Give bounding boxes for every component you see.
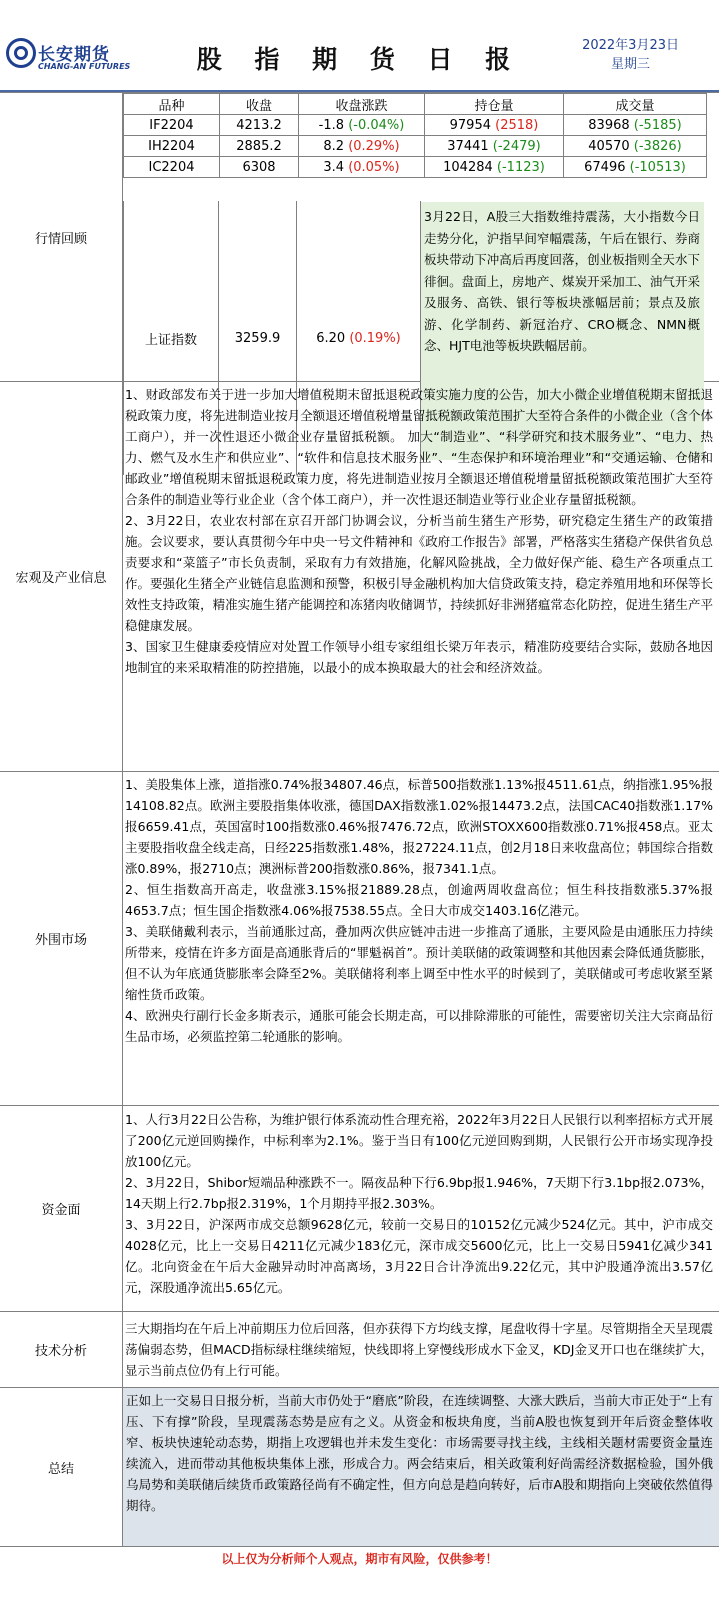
section-label-global: 外围市场 <box>0 772 123 1105</box>
section-label-market: 行情回顾 <box>0 93 123 381</box>
market-review-section <box>0 92 719 382</box>
disclaimer: 以上仅为分析师个人观点，期市有风险，仅供参考！ <box>221 1552 498 1566</box>
summary-text: 正如上一交易日日报分析，当前大市仍处于“磨底”阶段，在连续调整、大涨大跌后，当前大市正处于“上有压、下有撑”阶段，呈现震荡态势是应有之义。从资金和板块角度，当前A股也恢复到开年后资金整体收窄、板块快速轮动态势，期指上攻逻辑也并未发生变化：市场需要寻找主线，主线相关题材需要资金量连续流入，进而带动其他板块集体上涨，形成合力。两会结束后，相关政策利好尚需经济数据检验，国外俄乌局势和美联储后续货币政策路径尚有不确定性，但方向总是趋向转好，后市A股和期指向上突破依然值得期待。 <box>123 1388 719 1546</box>
open-interest: 37441 (-2479) <box>425 136 564 157</box>
volume: 67496 (-10513) <box>564 157 707 178</box>
table-row <box>124 136 707 157</box>
close-price: 2885.2 <box>220 136 299 157</box>
close-change: 3.4 (0.05%) <box>299 157 425 178</box>
contract-code: IF2204 <box>124 115 220 136</box>
open-interest: 97954 (2518) <box>425 115 564 136</box>
global-markets-text: 1、美股集体上涨，道指涨0.74%报34807.46点，标普500指数涨1.13%报4511.61点，纳指涨1.95%报14108.82点。欧洲主要股指集体收涨，德国DAX指数涨1.02%报14473.2点，法国CAC40指数涨1.17%报6659.41点，英国富时100指数涨0.46%报7476.72点，欧洲STOXX600指数涨0.71%报458点。亚太主要股指收盘全线走高，日经225指数涨1.48%，报27224.11点，创2月18日来收盘高位；韩国综合指数涨0.89%，报2710点；澳洲标普200指数涨0.86%，报7341.1点。 2、恒生指数高开高走，收盘涨3.15%报21889.28点，创逾两周收盘高位；恒生科技指数涨5.37%报4653.7点；恒生国企指数涨4.06%报7538.55点。全日大市成交1403.16亿港元。 3、美联储戴利表示，当前通胀过高，叠加两次供应链冲击进一步推高了通胀，主要风险是由通胀压力持续所带来，疫情在许多方面是高通胀背后的“罪魁祸首”。预计美联储的政策调整和其他因素会降低通货膨胀，但不认为年底通货膨胀率会降至2%。美联储将利率上调至中性水平的时候到了，美联储或可考虑收紧至紧缩性货币政策。 4、欧洲央行副行长金多斯表示，通胀可能会长期走高，可以排除滞胀的可能性，需要密切关注大宗商品衍生品市场，必须监控第二轮通胀的影响。 <box>125 777 713 1044</box>
section-label-summary: 总结 <box>0 1388 123 1546</box>
open-interest: 104284 (-1123) <box>425 157 564 178</box>
col-header: 收盘涨跌 <box>299 94 425 115</box>
funds-section <box>0 1106 719 1312</box>
close-change: 8.2 (0.29%) <box>299 136 425 157</box>
close-price: 4213.2 <box>220 115 299 136</box>
market-summary-text: 3月22日，A股三大指数维持震荡，大小指数今日走势分化，沪指早间窄幅震荡，午后在银行、券商板块带动下冲高后再度回落，创业板指则全天水下徘徊。盘面上，房地产、煤炭开采加工、油气开采及服务、高铁、银行等板块涨幅居前；景点及旅游、化学制药、新冠治疗、CRO概念、NMN概念、HJT电池等板块跌幅居前。 <box>421 202 704 460</box>
section-label-tech: 技术分析 <box>0 1312 123 1387</box>
global-markets-section <box>0 772 719 1106</box>
brand-name-en: CHANG-AN FUTURES <box>38 62 131 71</box>
technical-text: 三大期指均在午后上冲前期压力位后回落，但亦获得下方均线支撑，尾盘收得十字星。尽管期指全天呈现震荡偏弱态势，但MACD指标绿柱继续缩短，快线即将上穿慢线形成水下金叉，KDJ金叉开口也在继续扩大，显示当前点位仍有上行可能。 <box>125 1321 713 1378</box>
volume: 40570 (-3826) <box>564 136 707 157</box>
table-row <box>124 115 707 136</box>
contract-code: IH2204 <box>124 136 220 157</box>
date-text: 2022年3月23日 <box>582 38 679 53</box>
sh-index-change: 6.20 (0.19%) <box>297 201 421 475</box>
report-date <box>582 36 679 74</box>
close-price: 6308 <box>220 157 299 178</box>
funds-text: 1、人行3月22日公告称，为维护银行体系流动性合理充裕，2022年3月22日人民银行以利率招标方式开展了200亿元逆回购操作，中标利率为2.1%。鉴于当日有100亿元逆回购到期，人民银行公开市场实现净投放100亿元。 2、3月22日，Shibor短端品种涨跌不一。隔夜品种下行6.9bp报1.946%，7天期下行3.1bp报2.073%，14天期上行2.7bp报2.319%，1个月期持平报2.303%。 3、3月22日，沪深两市成交总额9628亿元，较前一交易日的10152亿元减少524亿元。其中，沪市成交4028亿元，比上一交易日4211亿元减少183亿元，深市成交5600亿元，比上一交易日5941亿减少341亿。北向资金在午后大金融异动时冲高离场，3月22日合计净流出9.22亿元，其中沪股通净流出3.57亿元，深股通净流出5.65亿元。 <box>125 1112 713 1295</box>
quotes-table <box>123 93 707 178</box>
col-header: 品种 <box>124 94 220 115</box>
section-label-funds: 资金面 <box>0 1106 123 1311</box>
summary-section <box>0 1388 719 1547</box>
col-header: 收盘 <box>220 94 299 115</box>
quotes-header-row <box>124 94 707 115</box>
weekday-text: 星期三 <box>611 57 651 72</box>
volume: 83968 (-5185) <box>564 115 707 136</box>
macro-text: 1、财政部发布关于进一步加大增值税期末留抵退税政策实施力度的公告，加大小微企业增值税期末留抵退税政策力度，将先进制造业按月全额退还增值税增量留抵税额政策范围扩大至符合条件的小微企业（含个体工商户），并一次性退还小微企业存量留抵税额。 加大“制造业”、“科学研究和技术服务业”、“电力、热力、燃气及水生产和供应业”、“软件和信息技术服务业”、“生态保护和环境治理业”和“交通运输、仓储和邮政业”增值税期末留抵退税政策力度，将先进制造业按月全额退还增值税增量留抵税额政策范围扩大至符合条件的制造业等行业企业（含个体工商户），并一次性退还制造业等行业企业存量留抵税额。 2、3月22日，农业农村部在京召开部门协调会议，分析当前生猪生产形势，研究稳定生猪生产的政策措施。会议要求，要认真贯彻今年中央一号文件精神和《政府工作报告》部署，严格落实生猪稳产保供省负总责要求和“菜篮子”市长负责制，采取有力有效措施，化解风险挑战，全力做好保产能、稳生产各项重点工作。要强化生猪全产业链信息监测和预警，积极引导金融机构加大信贷政策支持，稳定养殖用地和环保等长效性支持政策，精准实施生猪产能调控和冻猪肉收储调节，持续抓好非洲猪瘟常态化防控，促进生猪生产平稳健康发展。 3、国家卫生健康委疫情应对处置工作领导小组专家组组长梁万年表示，精准防疫要结合实际，鼓励各地因地制宜的来采取精准的防控措施，以最小的成本换取最大的社会和经济效益。 <box>125 387 713 675</box>
technical-section <box>0 1312 719 1388</box>
report-title: 股 指 期 货 日 报 <box>196 45 523 74</box>
sh-index-name: 上证指数 <box>123 201 219 475</box>
col-header: 成交量 <box>564 94 707 115</box>
col-header: 持仓量 <box>425 94 564 115</box>
macro-section <box>0 382 719 772</box>
brand-name: 长安期货 <box>38 45 110 65</box>
report-header <box>0 0 719 92</box>
table-row <box>124 157 707 178</box>
contract-code: IC2204 <box>124 157 220 178</box>
section-label-macro: 宏观及产业信息 <box>0 382 123 771</box>
close-change: -1.8 (-0.04%) <box>299 115 425 136</box>
sh-index-close: 3259.9 <box>219 201 297 475</box>
